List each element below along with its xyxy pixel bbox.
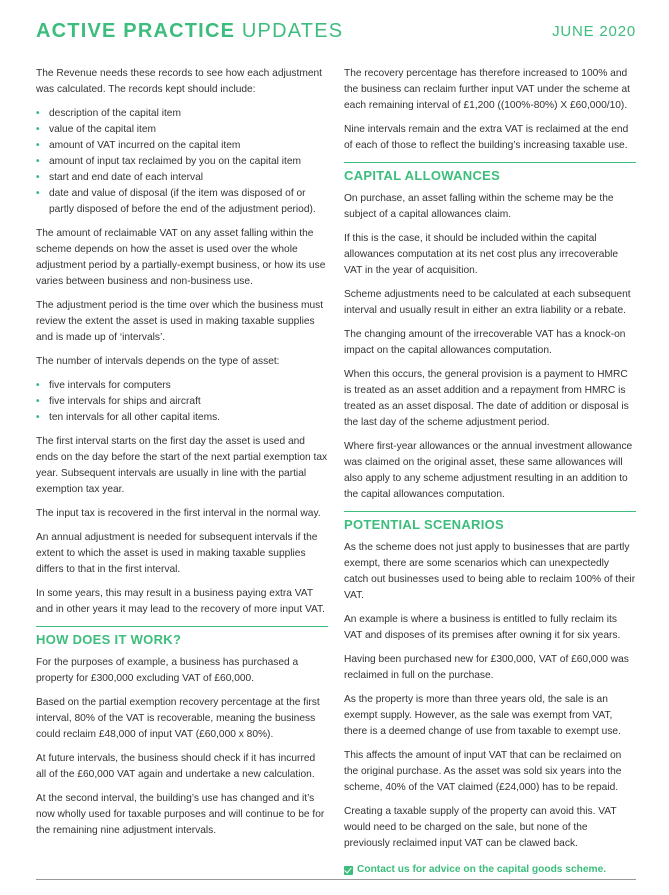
paragraph: If this is the case, it should be included within the capital allowances computation at its net cost plus any irrecoverable VAT in the year of acquisition. <box>344 233 619 276</box>
paragraph: At future intervals, the business should check if it has incurred all of the £60,000 VAT again and undertake a new calculation. <box>36 753 316 780</box>
list-item: • date and value of disposal (if the item was disposed of or partly disposed of before the end of the adjustment period). <box>36 186 328 218</box>
footer-divider <box>36 879 636 880</box>
paragraph: The input tax is recovered in the first interval in the normal way. <box>36 508 321 519</box>
paragraph: On purchase, an asset falling within the scheme may be the subject of a capital allowances claim. <box>344 193 614 220</box>
paragraph: This affects the amount of input VAT that can be reclaimed on the original purchase. As the asset was sold six years into the scheme, 40% of the VAT claimed (£24,000) has to be repaid. <box>344 750 622 793</box>
paragraph: The first interval starts on the first day the asset is used and ends on the day before the start of the next partial exemption tax year. Subsequent intervals are usually in line with the partial exemption tax year. <box>36 436 328 495</box>
issue-date: JUNE 2020 <box>552 23 636 40</box>
intervals-list <box>36 378 328 426</box>
paragraph: At the second interval, the building’s use has changed and it’s now wholly used for taxable purposes and will continue to be for the remaining nine adjustment intervals. <box>36 793 325 836</box>
brand-bold: ACTIVE PRACTICE <box>36 20 236 42</box>
list-item: • description of the capital item <box>36 106 328 122</box>
page-header <box>36 20 636 46</box>
section-potential-scenarios <box>344 511 636 534</box>
checkbox-tick-icon <box>344 866 353 875</box>
paragraph: The amount of reclaimable VAT on any asset falling within the scheme depends on how the asset is used over the whole adjustment period by a partially-exempt business, or how its use varies between business and non-business use. <box>36 228 326 287</box>
list-item: • five intervals for ships and aircraft <box>36 394 328 410</box>
records-list <box>36 106 328 218</box>
paragraph: The recovery percentage has therefore increased to 100% and the business can reclaim further input VAT under the scheme at each remaining interval of £1,200 ((100%-80%) X £60,000/10). <box>344 68 630 111</box>
left-column <box>36 66 328 847</box>
paragraph: Creating a taxable supply of the property can avoid this. VAT would need to be charged on the sale, but none of the previously reclaimed input VAT can be clawed back. <box>344 806 617 849</box>
paragraph: Having been purchased new for £300,000, VAT of £60,000 was reclaimed in full on the purchase. <box>344 654 629 681</box>
paragraph: Where first-year allowances or the annual investment allowance was claimed on the original asset, these same allowances will also apply to any scheme adjustment resulting in an addition to the capital allowances computation. <box>344 441 633 500</box>
paragraph: The changing amount of the irrecoverable VAT has a knock-on impact on the capital allowances computation. <box>344 329 626 356</box>
paragraph: The number of intervals depends on the type of asset: <box>36 356 280 367</box>
contact-link-label: Contact us for advice on the capital goods scheme. <box>357 864 607 875</box>
contact-link[interactable] <box>344 862 636 878</box>
list-item: • five intervals for computers <box>36 378 328 394</box>
newsletter-title <box>36 20 343 43</box>
section-how-does-it-work <box>36 626 328 649</box>
brand-light: UPDATES <box>241 20 344 42</box>
paragraph: An example is where a business is entitled to fully reclaim its VAT and disposes of its premises after owning it for six years. <box>344 614 621 641</box>
section-heading: HOW DOES IT WORK? <box>36 632 182 647</box>
paragraph: Scheme adjustments need to be calculated at each subsequent interval and usually result in either an extra liability or a rebate. <box>344 289 631 316</box>
paragraph: Nine intervals remain and the extra VAT is reclaimed at the end of each of those to reflect the building’s increasing taxable use. <box>344 124 629 151</box>
paragraph: As the property is more than three years old, the sale is an exempt supply. However, as the sale was exempt from VAT, there is a deemed change of use from taxable to exempt use. <box>344 694 621 737</box>
paragraph: The adjustment period is the time over which the business must review the extent the asset is used in making taxable supplies and is made up of ‘intervals’. <box>36 300 324 343</box>
paragraph: For the purposes of example, a business has purchased a property for £300,000 excluding VAT of £60,000. <box>36 657 299 684</box>
paragraph: As the scheme does not just apply to businesses that are partly exempt, there are some scenarios which can unexpectedly catch out businesses used to being able to reclaim 100% of their VAT. <box>344 542 636 601</box>
paragraph: An annual adjustment is needed for subsequent intervals if the extent to which the asset is used in making taxable supplies differs to that in the first interval. <box>36 532 318 575</box>
list-item: • start and end date of each interval <box>36 170 328 186</box>
paragraph: Based on the partial exemption recovery percentage at the first interval, 80% of the VAT is recoverable, meaning the business could reclaim £48,000 of input VAT (£60,000 x 80%). <box>36 697 320 740</box>
right-column <box>344 66 636 878</box>
list-item: • value of the capital item <box>36 122 328 138</box>
section-heading: POTENTIAL SCENARIOS <box>344 517 505 532</box>
paragraph: When this occurs, the general provision is a payment to HMRC is treated as an asset addition and a repayment from HMRC is treated as an asset disposal. The date of addition or disposal is the last day of the scheme adjustment period. <box>344 369 629 428</box>
section-heading: CAPITAL ALLOWANCES <box>344 168 501 183</box>
list-item: • ten intervals for all other capital items. <box>36 410 328 426</box>
section-capital-allowances <box>344 162 636 185</box>
list-item: • amount of input tax reclaimed by you on the capital item <box>36 154 328 170</box>
list-item: • amount of VAT incurred on the capital item <box>36 138 328 154</box>
paragraph: The Revenue needs these records to see how each adjustment was calculated. The records kept should include: <box>36 68 322 95</box>
paragraph: In some years, this may result in a business paying extra VAT and in other years it may lead to the recovery of more input VAT. <box>36 588 325 615</box>
